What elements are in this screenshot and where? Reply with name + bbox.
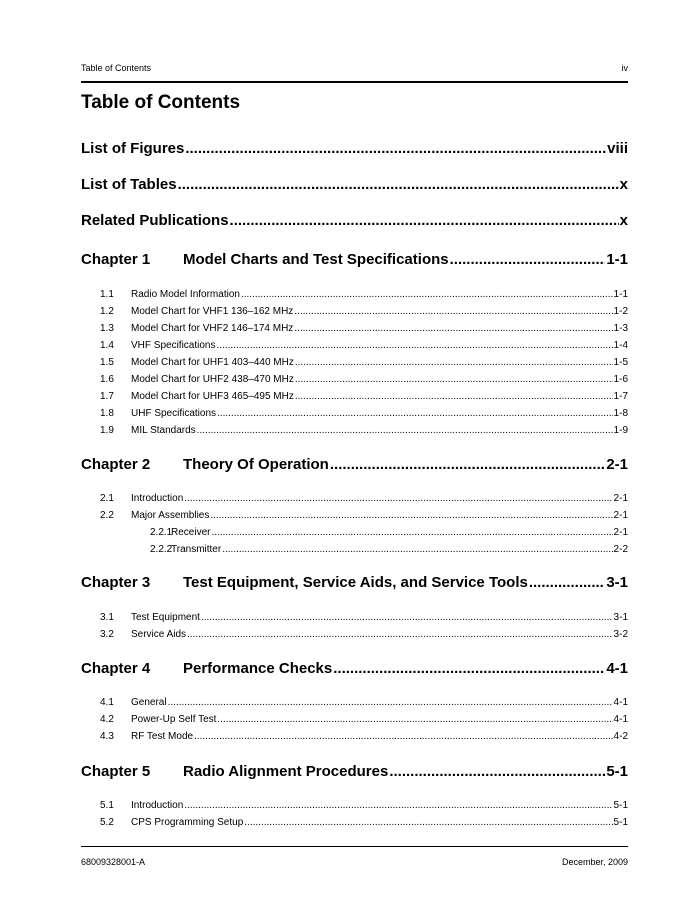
toc-leader (211, 527, 612, 538)
toc-section[interactable] (81, 323, 628, 334)
section-number: 1.4 (100, 340, 114, 351)
toc-leader (178, 176, 619, 193)
chapter-title: Test Equipment, Service Aids, and Service Tools (183, 574, 528, 591)
toc-leader (294, 306, 612, 317)
section-page: 1-2 (613, 306, 628, 317)
chapter-page: 4-1 (606, 660, 628, 677)
toc-section[interactable] (81, 374, 628, 385)
toc-leader (217, 714, 612, 725)
section-number: 1.9 (100, 425, 114, 436)
chapter-title: Performance Checks (183, 660, 333, 677)
section-title: VHF Specifications (131, 340, 216, 351)
toc-chapter-1[interactable] (81, 251, 628, 268)
chapter-page: 3-1 (606, 574, 628, 591)
toc-section[interactable] (81, 391, 628, 402)
toc-section[interactable] (81, 800, 628, 811)
section-title: Model Chart for UHF2 438–470 MHz (131, 374, 294, 385)
toc-leader (168, 697, 613, 708)
section-number: 2.1 (100, 493, 114, 504)
toc-section[interactable] (81, 510, 628, 521)
section-number: 1.5 (100, 357, 114, 368)
toc-section[interactable] (81, 306, 628, 317)
toc-entry-label: List of Tables (81, 176, 177, 193)
toc-leader (184, 493, 612, 504)
toc-section[interactable] (81, 289, 628, 300)
section-number: 1.8 (100, 408, 114, 419)
toc-entry-label: Related Publications (81, 212, 229, 229)
section-title: UHF Specifications (131, 408, 217, 419)
toc-section[interactable] (81, 493, 628, 504)
section-title: CPS Programming Setup (131, 817, 244, 828)
chapter-number: Chapter 5 (81, 763, 151, 780)
toc-leader (295, 374, 613, 385)
toc-leader (201, 612, 613, 623)
toc-leader (222, 544, 612, 555)
toc-chapter-5[interactable] (81, 763, 628, 780)
section-page: 5-1 (613, 817, 628, 828)
section-number: 4.1 (100, 697, 114, 708)
toc-leader (529, 574, 605, 591)
toc-leader (187, 629, 613, 640)
section-page: 4-1 (613, 697, 628, 708)
toc-section[interactable] (81, 425, 628, 436)
section-number: 1.6 (100, 374, 114, 385)
section-number: 1.2 (100, 306, 114, 317)
toc-leader (295, 357, 613, 368)
toc-leader (217, 408, 613, 419)
subsection-page: 2-1 (613, 527, 628, 538)
toc-entry-list-of-figures[interactable] (81, 140, 628, 157)
section-title: RF Test Mode (131, 731, 194, 742)
toc-subsection[interactable] (131, 527, 628, 538)
section-title: Service Aids (131, 629, 187, 640)
header-rule (81, 81, 628, 83)
toc-section[interactable] (81, 731, 628, 742)
section-number: 1.1 (100, 289, 114, 300)
subsection-number: 2.2.1 (150, 527, 173, 538)
toc-section[interactable] (81, 612, 628, 623)
chapter-number: Chapter 2 (81, 456, 151, 473)
toc-leader (197, 425, 613, 436)
toc-section[interactable] (81, 408, 628, 419)
toc-leader (184, 800, 612, 811)
chapter-page: 5-1 (606, 763, 628, 780)
toc-leader (185, 140, 606, 157)
toc-entry-label: List of Figures (81, 140, 185, 157)
header-section-title: Table of Contents (81, 63, 152, 73)
footer-date: December, 2009 (561, 857, 628, 867)
header-page-number: iv (621, 63, 628, 73)
toc-chapter-3[interactable] (81, 574, 628, 591)
section-page: 1-9 (613, 425, 628, 436)
toc-leader (295, 391, 613, 402)
section-page: 1-5 (613, 357, 628, 368)
toc-leader (450, 251, 606, 268)
toc-subsection[interactable] (131, 544, 628, 555)
page-footer (81, 857, 628, 867)
section-page: 1-3 (613, 323, 628, 334)
subsection-title: Transmitter (171, 544, 222, 555)
section-page: 1-6 (613, 374, 628, 385)
chapter-number: Chapter 4 (81, 660, 151, 677)
toc-leader (194, 731, 612, 742)
section-page: 3-1 (613, 612, 628, 623)
toc-leader (241, 289, 613, 300)
section-title: Model Chart for VHF2 146–174 MHz (131, 323, 294, 334)
section-title: Model Chart for UHF1 403–440 MHz (131, 357, 294, 368)
section-title: Introduction (131, 493, 184, 504)
section-title: Model Chart for VHF1 136–162 MHz (131, 306, 294, 317)
section-title: MIL Standards (131, 425, 196, 436)
section-title: Test Equipment (131, 612, 200, 623)
chapter-title: Radio Alignment Procedures (183, 763, 389, 780)
chapter-number: Chapter 3 (81, 574, 151, 591)
toc-chapter-2[interactable] (81, 456, 628, 473)
section-page: 4-2 (613, 731, 628, 742)
section-page: 5-1 (613, 800, 628, 811)
section-page: 1-1 (613, 289, 628, 300)
section-title: Power-Up Self Test (131, 714, 217, 725)
section-number: 5.2 (100, 817, 114, 828)
chapter-page: 1-1 (606, 251, 628, 268)
toc-entry-list-of-tables[interactable] (81, 176, 628, 193)
subsection-title: Receiver (171, 527, 211, 538)
section-page: 3-2 (613, 629, 628, 640)
chapter-page: 2-1 (606, 456, 628, 473)
section-number: 4.2 (100, 714, 114, 725)
toc-leader (244, 817, 612, 828)
toc-section[interactable] (81, 357, 628, 368)
chapter-title: Theory Of Operation (183, 456, 329, 473)
section-number: 4.3 (100, 731, 114, 742)
toc-leader (389, 763, 605, 780)
toc-leader (230, 212, 619, 229)
section-title: Radio Model Information (131, 289, 240, 300)
subsection-number: 2.2.2 (150, 544, 173, 555)
toc-entry-page: viii (607, 140, 628, 157)
section-number: 3.1 (100, 612, 114, 623)
toc-leader (216, 340, 612, 351)
toc-leader (333, 660, 605, 677)
chapter-title: Model Charts and Test Specifications (183, 251, 449, 268)
section-title: General (131, 697, 167, 708)
toc-chapter-4[interactable] (81, 660, 628, 677)
section-page: 4-1 (613, 714, 628, 725)
toc-section[interactable] (81, 340, 628, 351)
section-page: 1-4 (613, 340, 628, 351)
section-page: 1-7 (613, 391, 628, 402)
subsection-page: 2-2 (613, 544, 628, 555)
page-header (81, 63, 628, 73)
chapter-number: Chapter 1 (81, 251, 151, 268)
section-number: 5.1 (100, 800, 114, 811)
toc-section[interactable] (81, 629, 628, 640)
section-number: 1.3 (100, 323, 114, 334)
section-number: 3.2 (100, 629, 114, 640)
toc-leader (294, 323, 612, 334)
toc-entry-page: x (619, 212, 628, 229)
section-page: 2-1 (613, 510, 628, 521)
toc-leader (210, 510, 612, 521)
toc-section[interactable] (81, 817, 628, 828)
section-number: 2.2 (100, 510, 114, 521)
section-title: Major Assemblies (131, 510, 210, 521)
section-number: 1.7 (100, 391, 114, 402)
page-title: Table of Contents (81, 92, 241, 113)
toc-entry-page: x (619, 176, 628, 193)
section-page: 2-1 (613, 493, 628, 504)
section-title: Introduction (131, 800, 184, 811)
toc-section[interactable] (81, 714, 628, 725)
toc-entry-related-publications[interactable] (81, 212, 628, 229)
section-title: Model Chart for UHF3 465–495 MHz (131, 391, 294, 402)
toc-leader (330, 456, 605, 473)
section-page: 1-8 (613, 408, 628, 419)
footer-rule (81, 846, 628, 847)
toc-section[interactable] (81, 697, 628, 708)
footer-document-number: 68009328001-A (81, 857, 146, 867)
